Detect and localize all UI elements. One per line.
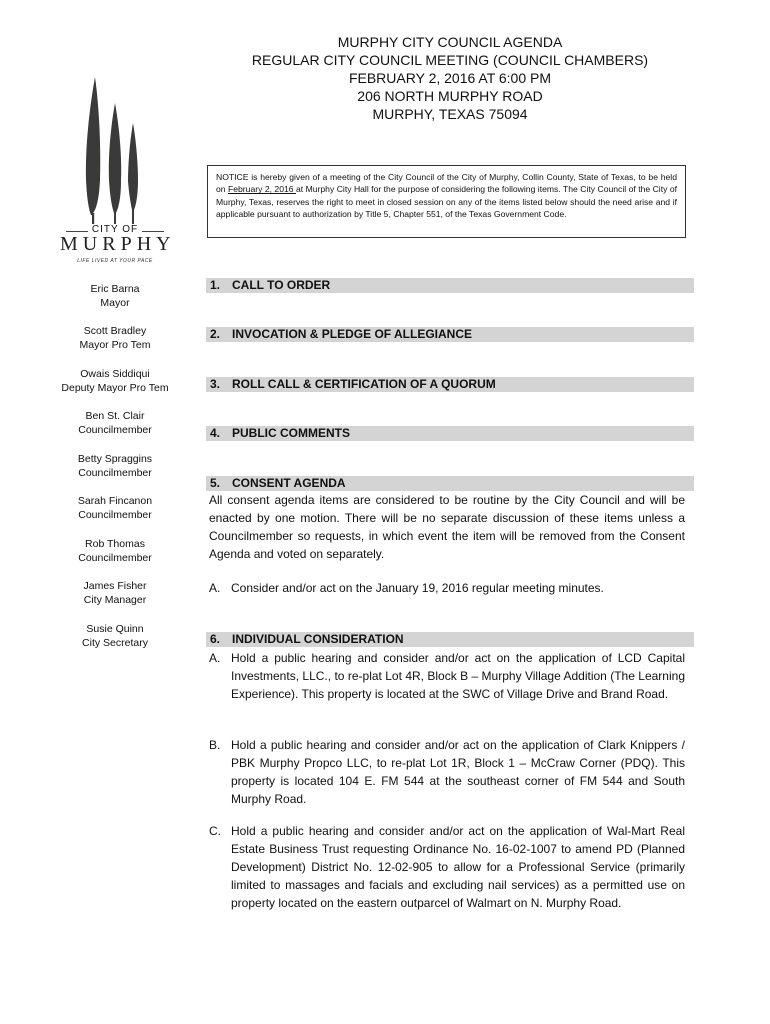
tree-short	[128, 123, 138, 210]
agenda-title: MURPHY CITY COUNCIL AGENDA	[337, 34, 563, 50]
individual-item-c: C. Hold a public hearing and consider and/or act on the application of Wal-Mart Real Estate Business Trust requesting Ordinance No. 16-02-1007 to amend PD (Planned Development) District No. 12-02-905 to allow for a Professional Service (primarily limited to massages and facials and excluding nail services) as a permitted use on property located on the eastern outparcel of Walmart on N. Murphy Road.	[209, 824, 685, 910]
official: Susie Quinn City Secretary	[82, 623, 148, 649]
notice-date: February 2, 2016	[228, 184, 296, 195]
agenda-header	[200, 33, 700, 123]
logo-murphy-wordmark: MURPHY	[60, 233, 176, 255]
individual-item-b: B. Hold a public hearing and consider and/or act on the application of Clark Knippers / PBK Murphy Propco LLC, to re-plat Lot 1R, Block 1 – McCraw Corner (PDQ). This property is located 104 E. FM 544 at the southeast corner of FM 544 and South Murphy Road.	[209, 738, 685, 806]
official: Owais Siddiqui Deputy Mayor Pro Tem	[61, 368, 169, 394]
meeting-type: REGULAR CITY COUNCIL MEETING (COUNCIL CHAMBERS)	[251, 52, 649, 68]
section-roll-call: 3. ROLL CALL & CERTIFICATION OF A QUORUM	[206, 377, 694, 392]
logo-tagline: LIFE LIVED AT YOUR PACE	[77, 258, 153, 264]
official: Rob Thomas Councilmember	[78, 538, 152, 564]
tree-medium	[109, 103, 121, 213]
consent-item-a: A. Consider and/or act on the January 19, 2016 regular meeting minutes.	[209, 581, 604, 595]
official: Sarah Fincanon Councilmember	[77, 495, 153, 521]
meeting-notice: NOTICE is hereby given of a meeting of the City Council of the City of Murphy, Collin County, State of Texas, to be held on February 2, 2016 at Murphy City Hall for the purpose of considering the following items. The City Council of the City of Murphy, Texas, reserves the right to meet in closed session on any of the items listed below should the need arise and if applicable pursuant to authorization by Title 5, Chapter 551, of the Texas Government Code.	[207, 165, 686, 238]
official: Ben St. Clair Councilmember	[78, 410, 152, 436]
consent-agenda-intro: All consent agenda items are considered to be routine by the City Council and will be enacted by one motion. There will be no separate discussion of these items unless a Councilmember so requests, in which event the item will be removed from the Consent Agenda and voted on separately.	[209, 493, 685, 561]
section-public-comments: 4. PUBLIC COMMENTS	[206, 426, 694, 441]
meeting-date-time: FEBRUARY 2, 2016 AT 6:00 PM	[348, 70, 552, 86]
official: Eric Barna Mayor	[90, 283, 140, 309]
section-consent-agenda: 5. CONSENT AGENDA	[206, 476, 694, 491]
meeting-address: 206 NORTH MURPHY ROAD	[357, 88, 543, 104]
section-call-to-order: 1. CALL TO ORDER	[206, 278, 694, 293]
tree-tall	[86, 77, 100, 215]
official: Scott Bradley Mayor Pro Tem	[79, 325, 151, 351]
individual-item-a: A. Hold a public hearing and consider and/or act on the application of LCD Capital Investments, LLC., to re-plat Lot 4R, Block B – Murphy Village Addition (The Learning Experience). This property is located at the SWC of Village Drive and Brand Road.	[209, 651, 685, 701]
logo-city-of: CITY OF	[60, 224, 170, 235]
official: Betty Spraggins Councilmember	[77, 453, 153, 479]
official: James Fisher City Manager	[83, 580, 147, 606]
section-invocation: 2. INVOCATION & PLEDGE OF ALLEGIANCE	[206, 327, 694, 342]
section-individual-consideration: 6. INDIVIDUAL CONSIDERATION	[206, 632, 694, 647]
meeting-city-state: MURPHY, TEXAS 75094	[372, 106, 528, 122]
